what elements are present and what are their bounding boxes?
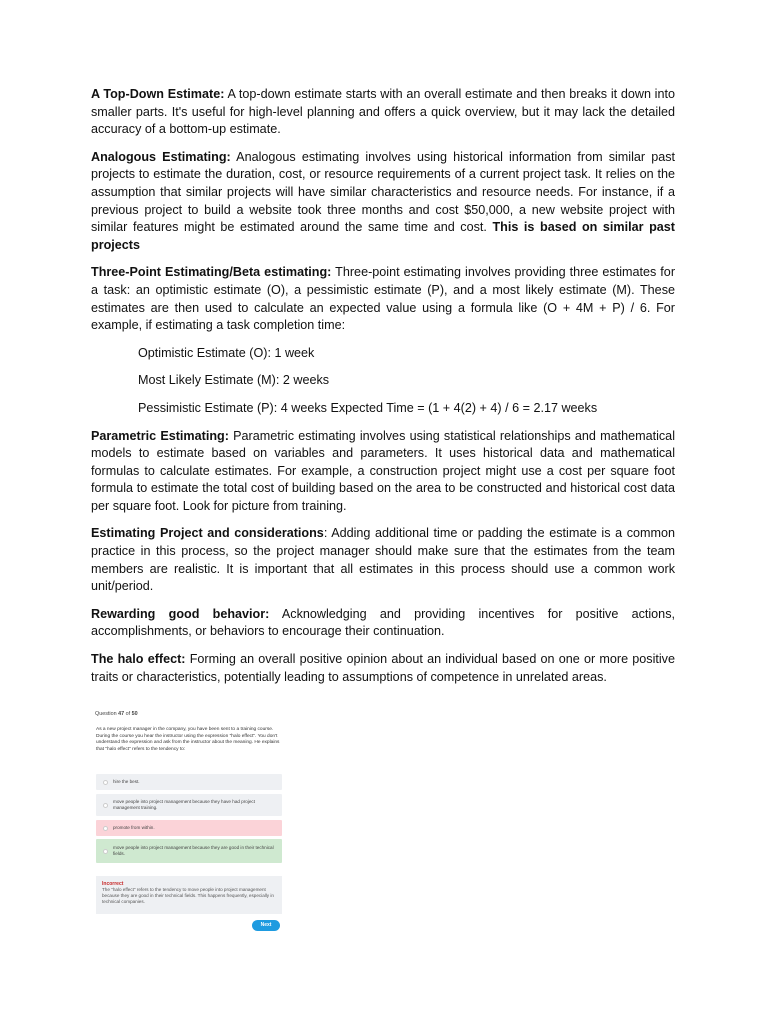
term-parametric: Parametric Estimating:	[91, 428, 229, 443]
term-halo: The halo effect:	[91, 652, 186, 667]
text-rewarding: Acknowledging and providing incentives for positive actions, accomplishments, or behaviors to encourage their continuation.	[91, 606, 675, 639]
document-body	[91, 86, 675, 696]
term-top-down: A Top-Down Estimate:	[91, 87, 225, 101]
term-three-point: Three-Point Estimating/Beta estimating:	[91, 265, 332, 280]
paragraph-top-down	[91, 86, 675, 139]
question-text: As a new project manager in the company, you have been sent to a training course. During the course you hear the instructor using the expression "halo effect". You don't understand the expression and ask from the instructor about the meaning. He explains that "halo effect" refers to the tendency to:	[96, 727, 280, 752]
answer-option-1[interactable]	[96, 774, 282, 790]
answer-option-4-correct[interactable]	[96, 839, 282, 863]
text-three-point: Three-point estimating involves providing three estimates for a task: an optimistic estimate (O), a pessimistic estimate (P), and a most likely estimate (M). These estimates are then used to calculate an expected value using a formula like (O + 4M + P) / 6. For example, if estimating a task completion time:	[91, 265, 676, 333]
text-top-down: A top-down estimate starts with an overall estimate and then breaks it down into smaller parts. It's useful for high-level planning and offers a quick overview, but it may lack the detailed accuracy of a bottom-up estimate.	[91, 87, 675, 137]
paragraph-halo	[91, 651, 675, 686]
term-considerations: Estimating Project and considerations	[91, 526, 324, 541]
analogous-bold-note: This is based on similar past projects	[91, 220, 675, 252]
term-rewarding: Rewarding good behavior:	[91, 606, 270, 621]
answer-option-2[interactable]	[96, 794, 282, 816]
text-halo: Forming an overall positive opinion about an individual based on one or more positive traits or characteristics, potentially leading to assumptions of competence in unrelated areas.	[91, 652, 675, 684]
radio-icon	[103, 849, 108, 854]
paragraph-parametric	[91, 428, 675, 516]
estimate-most-likely: Most Likely Estimate (M): 2 weeks	[138, 373, 330, 388]
answer-option-label: promote from within.	[113, 825, 155, 830]
radio-icon	[103, 803, 108, 808]
text-considerations: : Adding additional time or padding the estimate is a common practice in this process, so the project manager should make sure that the estimates from the team members are realistic. It is important that all estimates in this process should use a common work unit/period.	[91, 526, 675, 594]
text-parametric: Parametric estimating involves using statistical relationships and mathematical models to estimate based on variables and parameters. It uses historical data and mathematical formulas to calculate estimates. For example, a construction project might use a cost per square foot formula to estimate the total cost of building based on the area to be constructed and historical cost data per square foot. Look for picture from training.	[91, 428, 675, 513]
answer-option-3-incorrect[interactable]	[96, 820, 282, 836]
radio-icon	[103, 826, 108, 831]
question-number: 47	[118, 711, 125, 717]
paragraph-analogous	[91, 149, 675, 255]
paragraph-considerations	[91, 525, 675, 595]
estimate-pessimistic: Pessimistic Estimate (P): 4 weeks Expected Time = (1 + 4(2) + 4) / 6 = 2.17 weeks	[138, 400, 598, 415]
answer-option-label: move people into project management because they have had project management training.	[113, 799, 255, 810]
feedback-text: The "halo effect" refers to the tendency to move people into project management because they are good in their technical fields. This happens frequently, especially in technical companies.	[102, 887, 274, 904]
term-analogous: Analogous Estimating:	[91, 149, 231, 164]
feedback-box	[96, 876, 282, 914]
answer-option-label: hire the best.	[113, 779, 140, 784]
paragraph-rewarding	[91, 606, 675, 641]
estimate-optimistic: Optimistic Estimate (O): 1 week	[138, 345, 315, 360]
next-button[interactable]: Next	[252, 920, 280, 931]
text-analogous: Analogous estimating involves using historical information from similar past projects to estimate the duration, cost, or resource requirements of a current project task. It relies on the assumption that similar projects will have similar characteristics and resource needs. For instance, if a previous project to build a website took three months and cost $50,000, a new website project with similar features might be estimated around the same time and cost.	[91, 149, 675, 235]
paragraph-three-point	[91, 264, 675, 334]
radio-icon	[103, 780, 108, 785]
question-total: 50	[131, 711, 138, 717]
quiz-screenshot	[91, 705, 287, 937]
feedback-title: Incorrect	[102, 881, 124, 887]
answer-option-label: move people into project management because they are good in their technical fields.	[113, 845, 274, 856]
question-counter: Question 47 of 50	[95, 711, 138, 717]
